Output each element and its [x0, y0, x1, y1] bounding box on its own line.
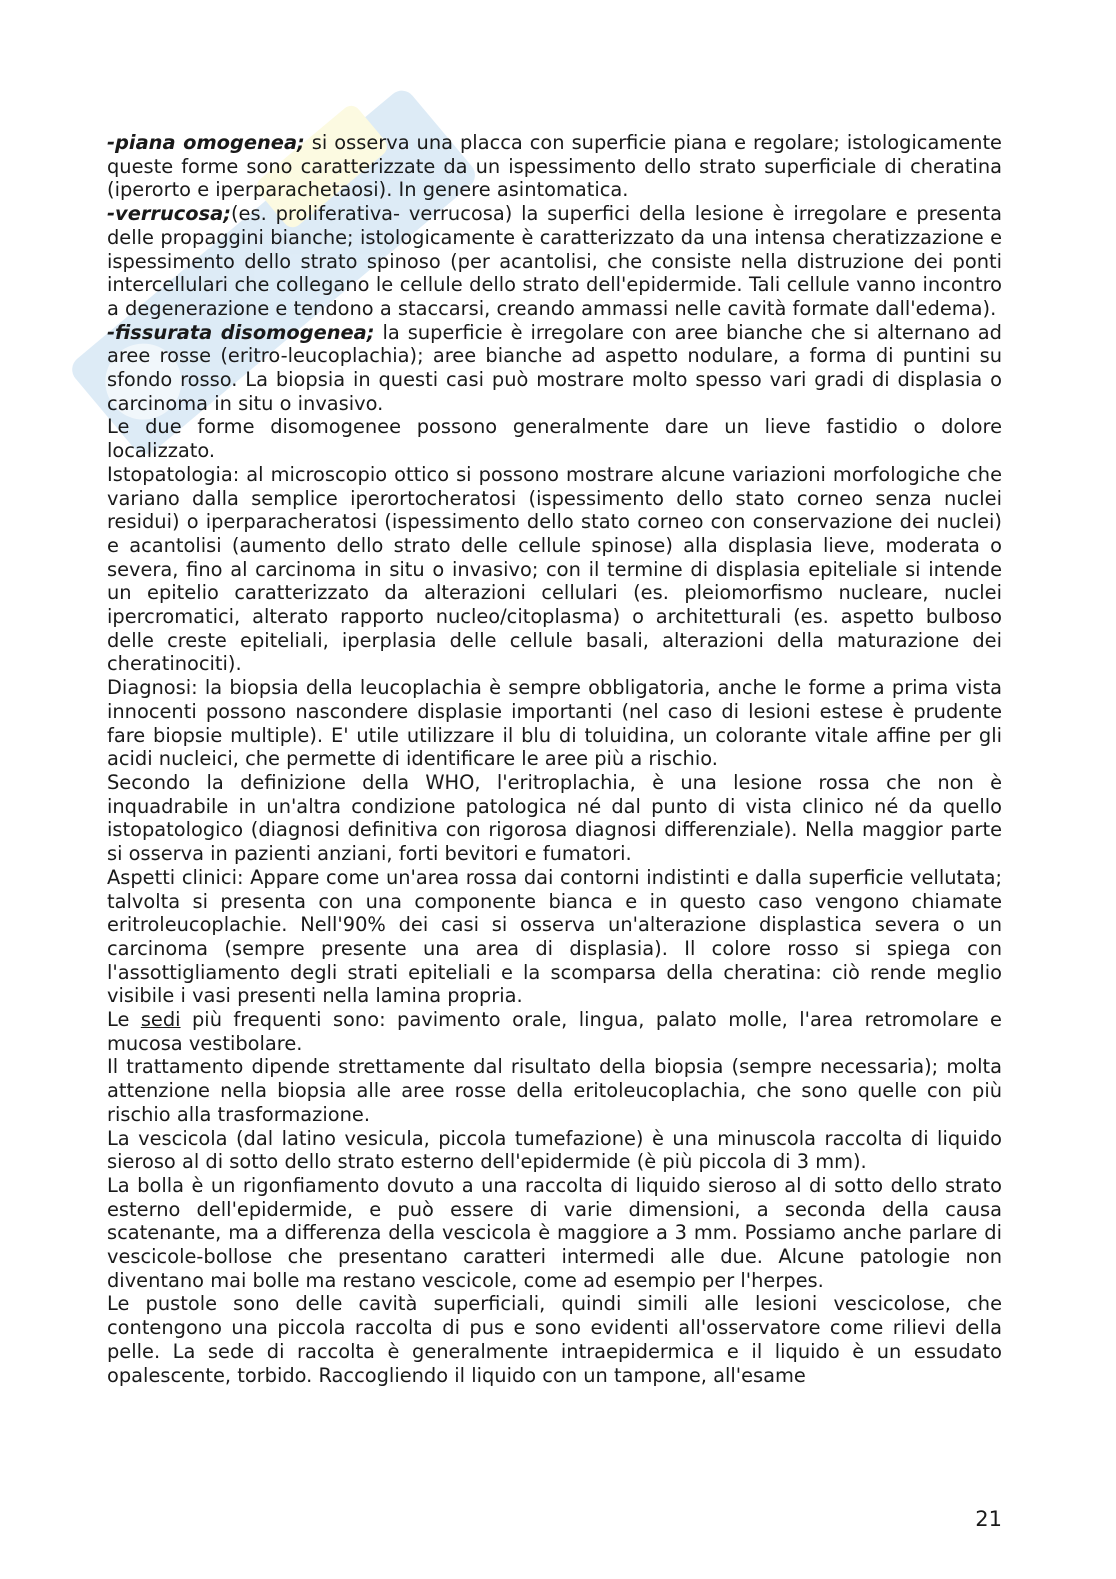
- paragraph-prefix: Le: [107, 1008, 141, 1032]
- paragraph-aspetti-clinici: Aspetti clinici: Appare come un'area rossa dai contorni indistinti e dalla superficie vellutata; talvolta si presenta con una componente bianca e in questo caso vengono chiamate eritroleucoplachie. Nell'90% dei casi si osserva un'alterazione displastica severa o un carcinoma (sempre presente una area di displasia). Il colore rosso si spiega con l'assottigliamento degli strati epiteliali e la scomparsa della cheratina: ciò rende meglio visibile i vasi presenti nella lamina propria.: [107, 865, 1002, 1008]
- paragraph-verrucosa: [107, 202, 1002, 321]
- paragraph-text: si osserva una placca con superficie piana e regolare; istologicamente queste forme sono caratterizzate da un ispessimento dello strato superficiale di cheratina (iperorto e iperparachetaosi). In genere asintomatica.: [107, 131, 1002, 202]
- paragraph-piana-omogenea: [107, 131, 1002, 202]
- paragraph-definizione-who: Secondo la definizione della WHO, l'eritroplachia, è una lesione rossa che non è inquadrabile in un'altra condizione patologica né dal punto di vista clinico né da quello istopatologico (diagnosi definitiva con rigorosa diagnosi differenziale). Nella maggior parte si osserva in pazienti anziani, forti bevitori e fumatori.: [107, 770, 1002, 866]
- paragraph-fissurata-disomogenea: [107, 321, 1002, 416]
- page-number: 21: [975, 1507, 1002, 1531]
- paragraph-text: la superficie è irregolare con aree bianche che si alternano ad aree rosse (eritro-leucoplachia); aree bianche ad aspetto nodulare, a forma di puntini su sfondo rosso. La biopsia in questi casi può mostrare molto spesso vari gradi di displasia o carcinoma in situ o invasivo.: [107, 320, 1002, 415]
- paragraph-vescicola: La vescicola (dal latino vesicula, piccola tumefazione) è una minuscola raccolta di liquido sieroso al di sotto dello strato esterno dell'epidermide (è più piccola di 3 mm).: [107, 1126, 1002, 1174]
- paragraph-forme-disomogenee: Le due forme disomogenee possono generalmente dare un lieve fastidio o dolore localizzato.: [107, 415, 1002, 463]
- paragraph-text: (es. proliferativa- verrucosa) la superfici della lesione è irregolare e presenta delle propaggini bianche; istologicamente è caratterizzato da una intensa cheratizzazione e ispessimento dello strato spinoso (per acantolisi, che consiste nella distruzione dei ponti intercellulari che collegano le cellule dello strato dell'epidermide. Tali cellule vanno incontro a degenerazione e tendono a staccarsi, creando ammassi nelle cavità formate dall'edema).: [107, 202, 1002, 320]
- document-body: [107, 131, 1002, 1387]
- underlined-term-sedi: sedi: [140, 1008, 181, 1032]
- term-fissurata-disomogenea: -fissurata disomogenea;: [107, 320, 375, 344]
- paragraph-istopatologia: Istopatologia: al microscopio ottico si possono mostrare alcune variazioni morfologiche che variano dalla semplice iperortocheratosi (ispessimento dello stato corneo senza nuclei residui) o iperparacheratosi (ispessimento dello stato corneo con conservazione dei nuclei) e acantolisi (aumento dello strato delle cellule spinose) alla displasia lieve, moderata o severa, fino al carcinoma in situ o invasivo; con il termine di displasia epiteliale si intende un epitelio caratterizzato da alterazioni cellulari (es. pleiomorfismo nucleare, nuclei ipercromatici, alterato rapporto nucleo/citoplasma) o architetturali (es. aspetto bulboso delle creste epiteliali, iperplasia delle cellule basali, alterazioni della maturazione dei cheratinociti).: [107, 462, 1002, 676]
- paragraph-text: più frequenti sono: pavimento orale, lingua, palato molle, l'area retromolare e mucosa vestibolare.: [107, 1008, 1002, 1055]
- paragraph-diagnosi: Diagnosi: la biopsia della leucoplachia è sempre obbligatoria, anche le forme a prima vista innocenti possono nascondere displasie importanti (nel caso di lesioni estese è prudente fare biopsie multiple). E' utile utilizzare il blu di toluidina, un colorante vitale affine per gli acidi nucleici, che permette di identificare le aree più a rischio.: [107, 676, 1002, 771]
- paragraph-trattamento: Il trattamento dipende strettamente dal risultato della biopsia (sempre necessaria); molta attenzione nella biopsia alle aree rosse della eritoleucoplachia, che sono quelle con più rischio alla trasformazione.: [107, 1055, 1002, 1126]
- term-verrucosa: -verrucosa;: [107, 202, 231, 226]
- paragraph-pustole: Le pustole sono delle cavità superficiali, quindi simili alle lesioni vescicolose, che contengono una piccola raccolta di pus e sono evidenti all'osservatore come rilievi della pelle. La sede di raccolta è generalmente intraepidermica e il liquido è un essudato opalescente, torbido. Raccogliendo il liquido con un tampone, all'esame: [107, 1292, 1002, 1387]
- term-piana-omogenea: -piana omogenea;: [107, 131, 305, 154]
- paragraph-sedi: [107, 1008, 1002, 1055]
- paragraph-bolla: La bolla è un rigonfiamento dovuto a una raccolta di liquido sieroso al di sotto dello strato esterno dell'epidermide, e può essere di varie dimensioni, a seconda della causa scatenante, ma a differenza della vescicola è maggiore a 3 mm. Possiamo anche parlare di vescicole-bollose che presentano caratteri intermedi alle due. Alcune patologie non diventano mai bolle ma restano vescicole, come ad esempio per l'herpes.: [107, 1173, 1002, 1292]
